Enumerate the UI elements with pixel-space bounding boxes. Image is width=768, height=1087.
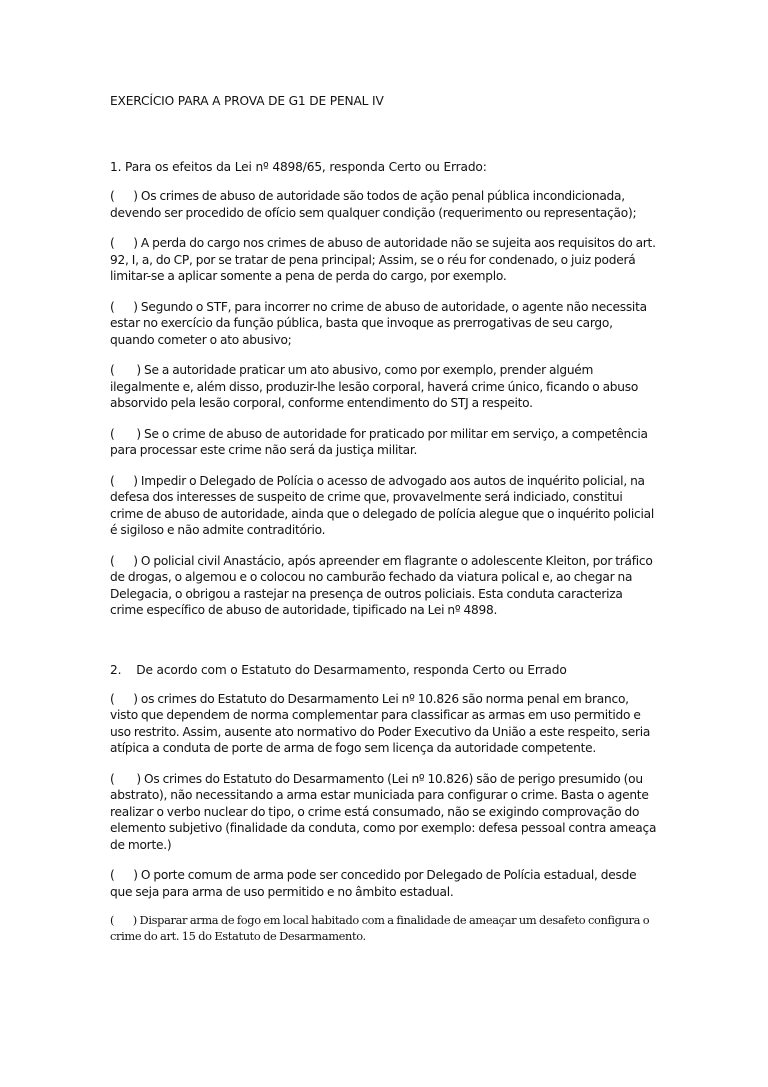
question-item <box>110 867 658 900</box>
section-spacer <box>110 633 658 661</box>
answer-blank: ( ) <box>110 189 138 203</box>
question-item <box>110 473 658 539</box>
question-item <box>110 553 658 619</box>
question-text: Impedir o Delegado de Polícia o acesso de advogado aos autos de inquérito policial, na defesa dos interesses de suspeito de crime que, provavelmente será indiciado, constitui crime de abuso de autoridade, ainda que o delegado de polícia alegue que o inquérito policial é sigiloso e não admite contraditório. <box>110 473 654 537</box>
question-item <box>110 426 658 459</box>
document-title: EXERCÍCIO PARA A PROVA DE G1 DE PENAL IV <box>110 94 384 108</box>
question-text: O policial civil Anastácio, após apreender em flagrante o adolescente Kleiton, por tráfico de drogas, o algemou e o colocou no camburão fechado da viatura polical e, ao chegar na Delegacia, o obrigou a rastejar na presença de outros policiais. Esta conduta caracteriza crime específico de abuso de autoridade, tipificado na Lei nº 4898. <box>110 553 653 617</box>
question-item <box>110 362 658 412</box>
question-text: Segundo o STF, para incorrer no crime de abuso de autoridade, o agente não necessita estar no exercício da função pública, basta que invoque as prerrogativas de seu cargo, quando cometer o ato abusivo; <box>110 299 647 347</box>
question-item <box>110 299 658 349</box>
question-text: A perda do cargo nos crimes de abuso de autoridade não se sujeita aos requisitos do art. 92, I, a, do CP, por se tratar de pena principal; Assim, se o réu for condenado, o juiz poderá limitar-se a aplicar somente a pena de perda do cargo, por exemplo. <box>110 236 656 283</box>
answer-blank: ( ) <box>110 473 138 488</box>
question-text: Se o crime de abuso de autoridade for praticado por militar em serviço, a competência para processar este crime não será da justiça militar. <box>110 426 648 457</box>
question-item <box>110 235 658 285</box>
question-text: Os crimes do Estatuto do Desarmamento (Lei nº 10.826) são de perigo presumido (ou abstrato), não necessitando a arma estar municiada para configurar o crime. Basta o agente realizar o verbo nuclear do tipo, o crime está consumado, não se exigindo comprovação do elemento subjetivo (finalidade da conduta, como por exemplo: defesa pessoal contra ameaça de morte.) <box>110 771 657 852</box>
answer-blank: ( ) <box>110 363 141 377</box>
document-content <box>110 92 658 958</box>
question-text: Os crimes de abuso de autoridade são todos de ação penal pública incondicionada, devendo ser procedido de ofício sem qualquer condição (requerimento ou representação); <box>110 189 637 220</box>
question-text: Disparar arma de fogo em local habitado com a finalidade de ameaçar um desafeto configura o crime do art. 15 do Estatuto de Desarmamento. <box>110 913 650 943</box>
answer-blank: ( ) <box>110 868 138 882</box>
question-text: O porte comum de arma pode ser concedido por Delegado de Polícia estadual, desde que seja para arma de uso permitido e no âmbito estadual. <box>110 868 637 899</box>
question-text: Se a autoridade praticar um ato abusivo, como por exemplo, prender alguém ilegalmente e, além disso, produzir-lhe lesão corporal, haverá crime único, ficando o abuso absorvido pela lesão corporal, conforme entendimento do STJ a respeito. <box>110 363 639 410</box>
section-2-heading: 2. De acordo com o Estatuto do Desarmamento, responda Certo ou Errado <box>110 662 567 677</box>
question-item <box>110 188 658 221</box>
answer-blank: ( ) <box>110 771 141 786</box>
answer-blank: ( ) <box>110 691 138 706</box>
question-text: os crimes do Estatuto do Desarmamento Lei nº 10.826 são norma penal em branco, visto que dependem de norma complementar para classificar as armas em uso permitido e uso restrito. Assim, ausente ato normativo do Poder Executivo da União a este respeito, seria atípica a conduta de porte de arma de fogo sem licença da autoridade competente. <box>110 691 651 755</box>
answer-blank: ( ) <box>110 236 138 250</box>
section-1-heading: 1. Para os efeitos da Lei nº 4898/65, responda Certo ou Errado: <box>110 160 487 174</box>
answer-blank: ( ) <box>110 426 141 441</box>
question-item <box>110 771 658 854</box>
question-item <box>110 912 658 944</box>
question-item <box>110 691 658 757</box>
answer-blank: ( ) <box>110 553 138 568</box>
answer-blank: ( ) <box>110 913 137 927</box>
answer-blank: ( ) <box>110 299 138 314</box>
